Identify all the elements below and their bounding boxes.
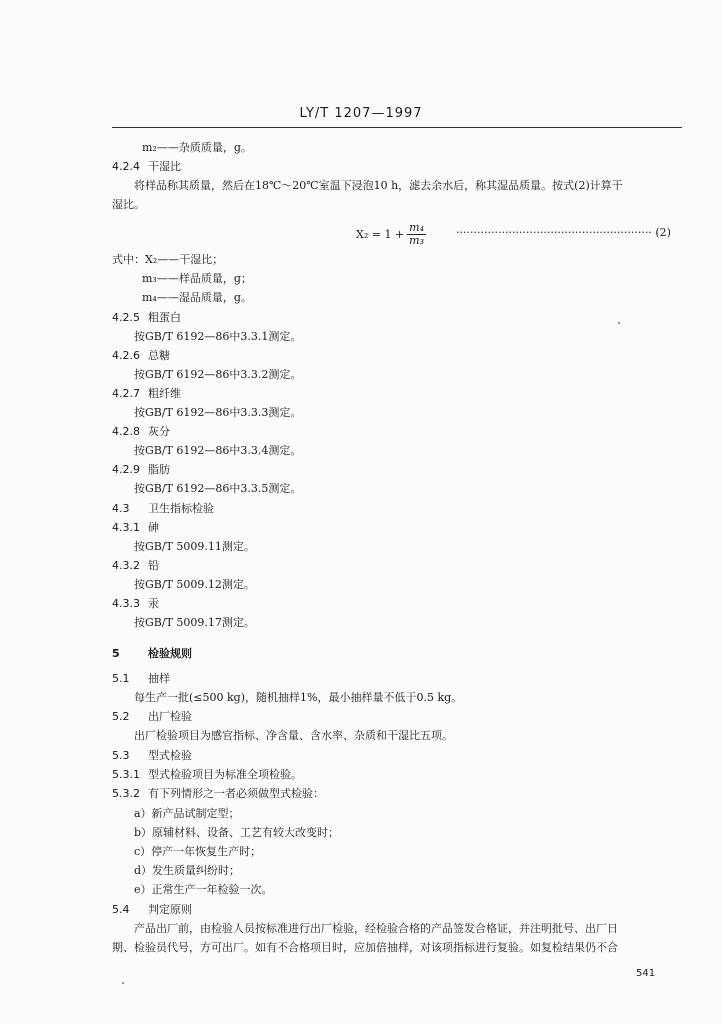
line-text: 式中：X₂——干湿比； (112, 253, 224, 266)
line-text: 按GB/T 6192—86中3.3.3测定。 (134, 406, 302, 419)
text-line (134, 406, 301, 420)
section-number: 5.3 (112, 749, 130, 762)
section-title: 干湿比 (148, 160, 181, 173)
section-number: 5.4 (112, 903, 130, 916)
line-text: 将样品称其质量，然后在18℃～20℃室温下浸泡10 h，滤去余水后，称其湿品质量。按式(2)计算干 (134, 179, 623, 192)
line-text: m₃——样品质量，g； (142, 272, 252, 285)
formula-dots: ························································ (456, 226, 652, 239)
line-text: c）停产一年恢复生产时； (134, 845, 262, 858)
section-title: 粗蛋白 (148, 311, 181, 324)
text-line (134, 444, 301, 458)
section-number: 4.2.7 (112, 387, 140, 400)
line-text: 出厂检验项目为感官指标、净含量、含水率、杂质和干湿比五项。 (134, 729, 453, 742)
section-heading (112, 903, 192, 917)
line-text: m₄——湿品质量，g。 (142, 291, 252, 304)
formula-tag: (2) (655, 226, 671, 239)
section-heading (112, 349, 170, 363)
section-heading (112, 787, 324, 801)
line-text: 按GB/T 5009.12测定。 (134, 578, 255, 591)
section-number: 4.3 (112, 502, 130, 515)
formula-fraction (407, 222, 426, 247)
text-line (142, 141, 252, 155)
section-heading (112, 463, 170, 477)
section-title: 总糖 (148, 349, 170, 362)
line-text: a）新产品试制定型； (134, 807, 240, 820)
line-text: b）原辅材料、设备、工艺有较大改变时； (134, 826, 340, 839)
text-line (112, 198, 145, 212)
section-heading (112, 647, 192, 661)
section-title: 判定原则 (148, 903, 192, 916)
text-line (112, 253, 223, 267)
section-number: 4.2.5 (112, 311, 140, 324)
text-line (134, 179, 623, 193)
line-text: 按GB/T 6192—86中3.3.4测定。 (134, 444, 302, 457)
text-line (134, 578, 255, 592)
line-text: 产品出厂前，由检验人员按标准进行出厂检验，经检验合格的产品签发合格证，并注明批号、出厂日 (134, 922, 618, 935)
text-line (134, 368, 301, 382)
page-header: LY/T 1207—1997 (299, 106, 423, 121)
section-title: 脂肪 (148, 463, 170, 476)
section-title: 汞 (148, 597, 159, 610)
line-text: d）发生质量纠纷时； (134, 864, 241, 877)
section-title: 砷 (148, 521, 159, 534)
section-title: 型式检验项目为标准全项检验。 (148, 768, 302, 781)
section-title: 粗纤维 (148, 387, 181, 400)
text-line (134, 540, 255, 554)
section-title: 铅 (148, 559, 159, 572)
section-title: 抽样 (148, 672, 170, 685)
section-number: 4.3.1 (112, 521, 140, 534)
page-number: 541 (636, 968, 656, 979)
section-heading (112, 710, 192, 724)
section-number: 4.2.8 (112, 425, 140, 438)
section-title: 有下列情形之一者必须做型式检验： (148, 787, 324, 800)
section-heading (112, 502, 214, 516)
line-text: m₂——杂质质量，g。 (142, 141, 252, 154)
section-title: 出厂检验 (148, 710, 192, 723)
text-line (134, 883, 273, 897)
text-line (134, 482, 301, 496)
section-heading (112, 521, 159, 535)
header-rule (112, 127, 682, 128)
section-heading (112, 768, 302, 782)
section-heading (112, 387, 181, 401)
line-text: 按GB/T 6192—86中3.3.5测定。 (134, 482, 302, 495)
text-line (134, 845, 261, 859)
text-line (134, 922, 618, 936)
section-heading (112, 672, 170, 686)
line-text: 湿比。 (112, 198, 145, 211)
line-text: 期、检验员代号，方可出厂。如有不合格项目时，应加倍抽样，对该项指标进行复验。如复检结果仍不合 (112, 941, 618, 954)
line-text: 按GB/T 6192—86中3.3.2测定。 (134, 368, 302, 381)
line-text: 按GB/T 6192—86中3.3.1测定。 (134, 330, 302, 343)
section-number: 5.3.1 (112, 768, 140, 781)
scan-speck (122, 982, 124, 984)
formula-denominator: m₃ (409, 234, 425, 247)
text-line (134, 826, 339, 840)
text-line (142, 272, 252, 286)
formula-2 (356, 222, 426, 247)
section-number: 4.2.9 (112, 463, 140, 476)
section-number: 5.3.2 (112, 787, 140, 800)
section-heading (112, 425, 170, 439)
section-heading (112, 749, 192, 763)
line-text: 按GB/T 5009.17测定。 (134, 616, 255, 629)
text-line (134, 807, 240, 821)
section-number: 5.2 (112, 710, 130, 723)
text-line (134, 864, 240, 878)
formula-lhs: X₂ = 1 + (356, 228, 405, 241)
section-title: 卫生指标检验 (148, 502, 214, 515)
formula-leader (456, 226, 671, 239)
section-title: 检验规则 (148, 647, 192, 660)
text-line (134, 616, 255, 630)
text-line (142, 291, 252, 305)
section-heading (112, 559, 159, 573)
section-number: 4.3.2 (112, 559, 140, 572)
text-line (134, 330, 301, 344)
section-number: 5 (112, 647, 120, 660)
line-text: 每生产一批(≤500 kg)，随机抽样1%，最小抽样量不低于0.5 kg。 (134, 691, 463, 704)
section-number: 5.1 (112, 672, 130, 685)
text-line (134, 729, 453, 743)
section-number: 4.3.3 (112, 597, 140, 610)
text-line (134, 691, 462, 705)
section-heading (112, 597, 159, 611)
section-number: 4.2.4 (112, 160, 140, 173)
section-number: 4.2.6 (112, 349, 140, 362)
section-heading (112, 311, 181, 325)
line-text: 按GB/T 5009.11测定。 (134, 540, 255, 553)
text-line (112, 941, 618, 955)
scan-speck (618, 322, 620, 324)
section-title: 型式检验 (148, 749, 192, 762)
section-heading (112, 160, 181, 174)
formula-numerator: m₄ (409, 221, 425, 234)
line-text: e）正常生产一年检验一次。 (134, 883, 273, 896)
section-title: 灰分 (148, 425, 170, 438)
